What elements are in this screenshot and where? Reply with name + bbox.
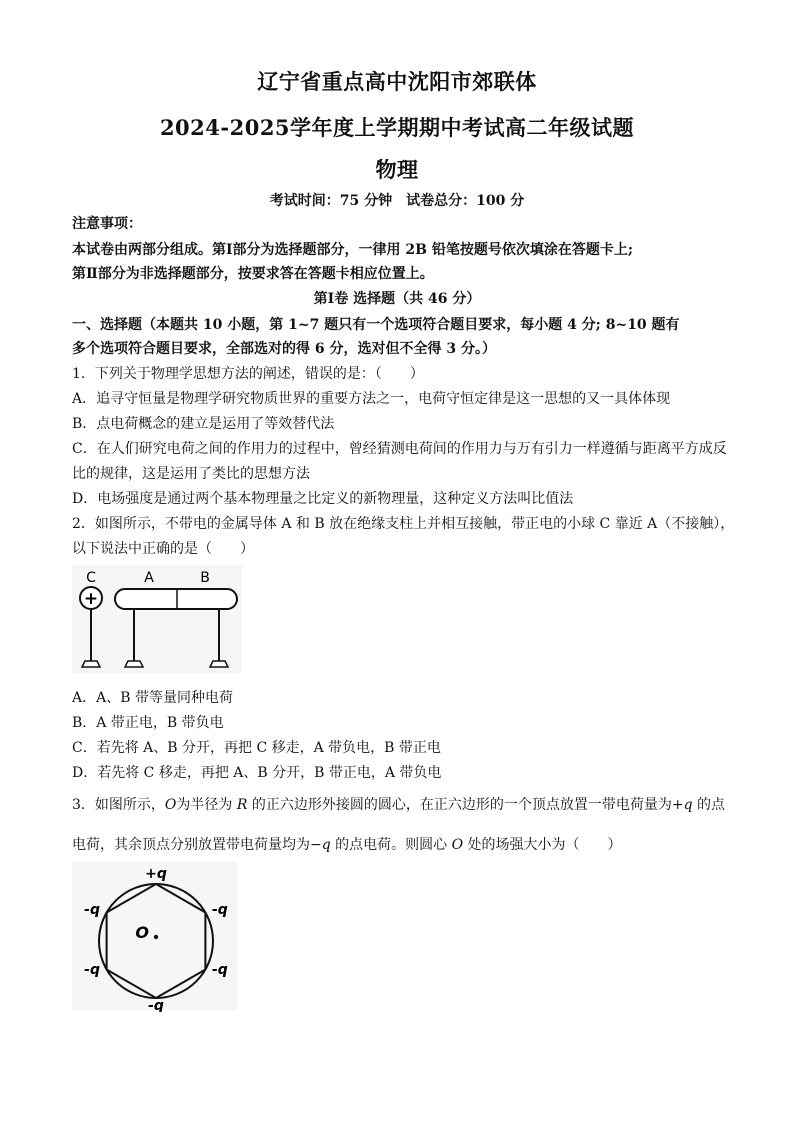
section-1-title: 第Ⅰ卷 选择题（共 46 分）: [313, 291, 481, 307]
q2-stem-line1: 2．如图所示，不带电的金属导体 A 和 B 放在绝缘支柱上并相互接触，带正电的小球 C 靠近 A（不接触），: [72, 516, 735, 532]
q2-stem-line2: 以下说法中正确的是（ ）: [72, 541, 254, 557]
q3-symbol-o-2: O: [451, 837, 464, 853]
q3-stem2-end: 处的场强大小为（ ）: [463, 837, 622, 853]
q3-symbol-plus-q: +q: [671, 797, 693, 813]
q2-figure-conductors: [72, 565, 252, 675]
q3-symbol-r: R: [236, 797, 248, 813]
notes-heading: 注意事项：: [72, 216, 142, 232]
notes-line-1: 本试卷由两部分组成。第Ⅰ部分为选择题部分，一律用 2B 铅笔按题号依次填涂在答题卡上;: [72, 242, 634, 258]
q2-base-c: [82, 661, 100, 667]
q1-option-b: B．点电荷概念的建立是运用了等效替代法: [72, 416, 335, 432]
q3-label-upper-left: -q: [84, 902, 100, 918]
q3-label-lower-left: -q: [84, 962, 100, 978]
q2-base-a: [125, 661, 143, 667]
q2-label-b: B: [200, 570, 210, 586]
q3-label-center: O: [135, 923, 149, 942]
q2-base-b: [210, 661, 228, 667]
exam-title-region: 辽宁省重点高中沈阳市郊联体: [257, 69, 537, 94]
q3-figure-hexagon: [72, 862, 242, 1012]
exam-info: 考试时间：75 分钟 试卷总分：100 分: [269, 193, 525, 209]
q2-figure-background: [72, 565, 242, 673]
q1-stem: 1．下列关于物理学思想方法的阐述，错误的是：（ ）: [72, 366, 424, 382]
q3-stem-line2: [72, 836, 732, 854]
q2-plus-sign: +: [83, 589, 99, 609]
q3-stem1-mid: 为半径为: [176, 797, 237, 813]
q3-symbol-o: O: [164, 797, 177, 813]
q1-option-c-line1: C．在人们研究电荷之间的作用力的过程中，曾经猜测电荷间的作用力与万有引力一样遵循与距离平方成反: [72, 441, 727, 457]
notes-line-2: 第Ⅱ部分为非选择题部分，按要求答在答题卡相应位置上。: [72, 266, 434, 282]
q1-option-d: D．电场强度是通过两个基本物理量之比定义的新物理量，这种定义方法叫比值法: [72, 491, 574, 507]
exam-subject: 物理: [375, 157, 419, 182]
q3-symbol-minus-q: −q: [310, 837, 331, 853]
q3-center-dot: [154, 935, 158, 939]
q2-conductor-ab: [115, 589, 237, 609]
q3-stem1-post: 的正六边形外接圆的圆心，在正六边形的一个顶点放置一带电荷量为: [247, 797, 672, 813]
q3-label-top: +q: [145, 866, 167, 882]
q3-label-lower-right: -q: [212, 962, 228, 978]
q2-label-c: C: [86, 570, 96, 586]
q3-label-bottom: -q: [148, 998, 164, 1012]
q1-option-a: A．追寻守恒量是物理学研究物质世界的重要方法之一，电荷守恒定律是这一思想的又一具体体现: [72, 391, 671, 407]
q3-stem2-mid: 的点电荷。则圆心: [330, 837, 452, 853]
q2-option-c: C．若先将 A、B 分开，再把 C 移走，A 带负电，B 带正电: [72, 740, 441, 756]
q3-stem1-pre: 3．如图所示，: [72, 797, 165, 813]
q3-stem1-end: 的点: [692, 797, 726, 813]
q2-label-a: A: [144, 570, 154, 586]
exam-title-grade: 2024-2025学年度上学期期中考试高二年级试题: [159, 115, 635, 140]
q2-option-a: A．A、B 带等量同种电荷: [72, 690, 233, 706]
q1-option-c-line2: 比的规律，这是运用了类比的思想方法: [72, 466, 310, 482]
section-1-instructions-2: 多个选项符合题目要求，全部选对的得 6 分，选对但不全得 3 分。）: [72, 341, 496, 357]
q2-option-d: D．若先将 C 移走，再把 A、B 分开，B 带正电，A 带负电: [72, 765, 442, 781]
q2-option-b: B．A 带正电，B 带负电: [72, 715, 224, 731]
q3-label-upper-right: -q: [212, 902, 228, 918]
q3-stem2-pre: 电荷，其余顶点分别放置带电荷量均为: [72, 837, 310, 853]
q3-stem-line1: [72, 796, 732, 814]
section-1-instructions-1: 一、选择题（本题共 10 小题，第 1~7 题只有一个选项符合题目要求，每小题 4 分; 8~10 题有: [72, 317, 680, 333]
